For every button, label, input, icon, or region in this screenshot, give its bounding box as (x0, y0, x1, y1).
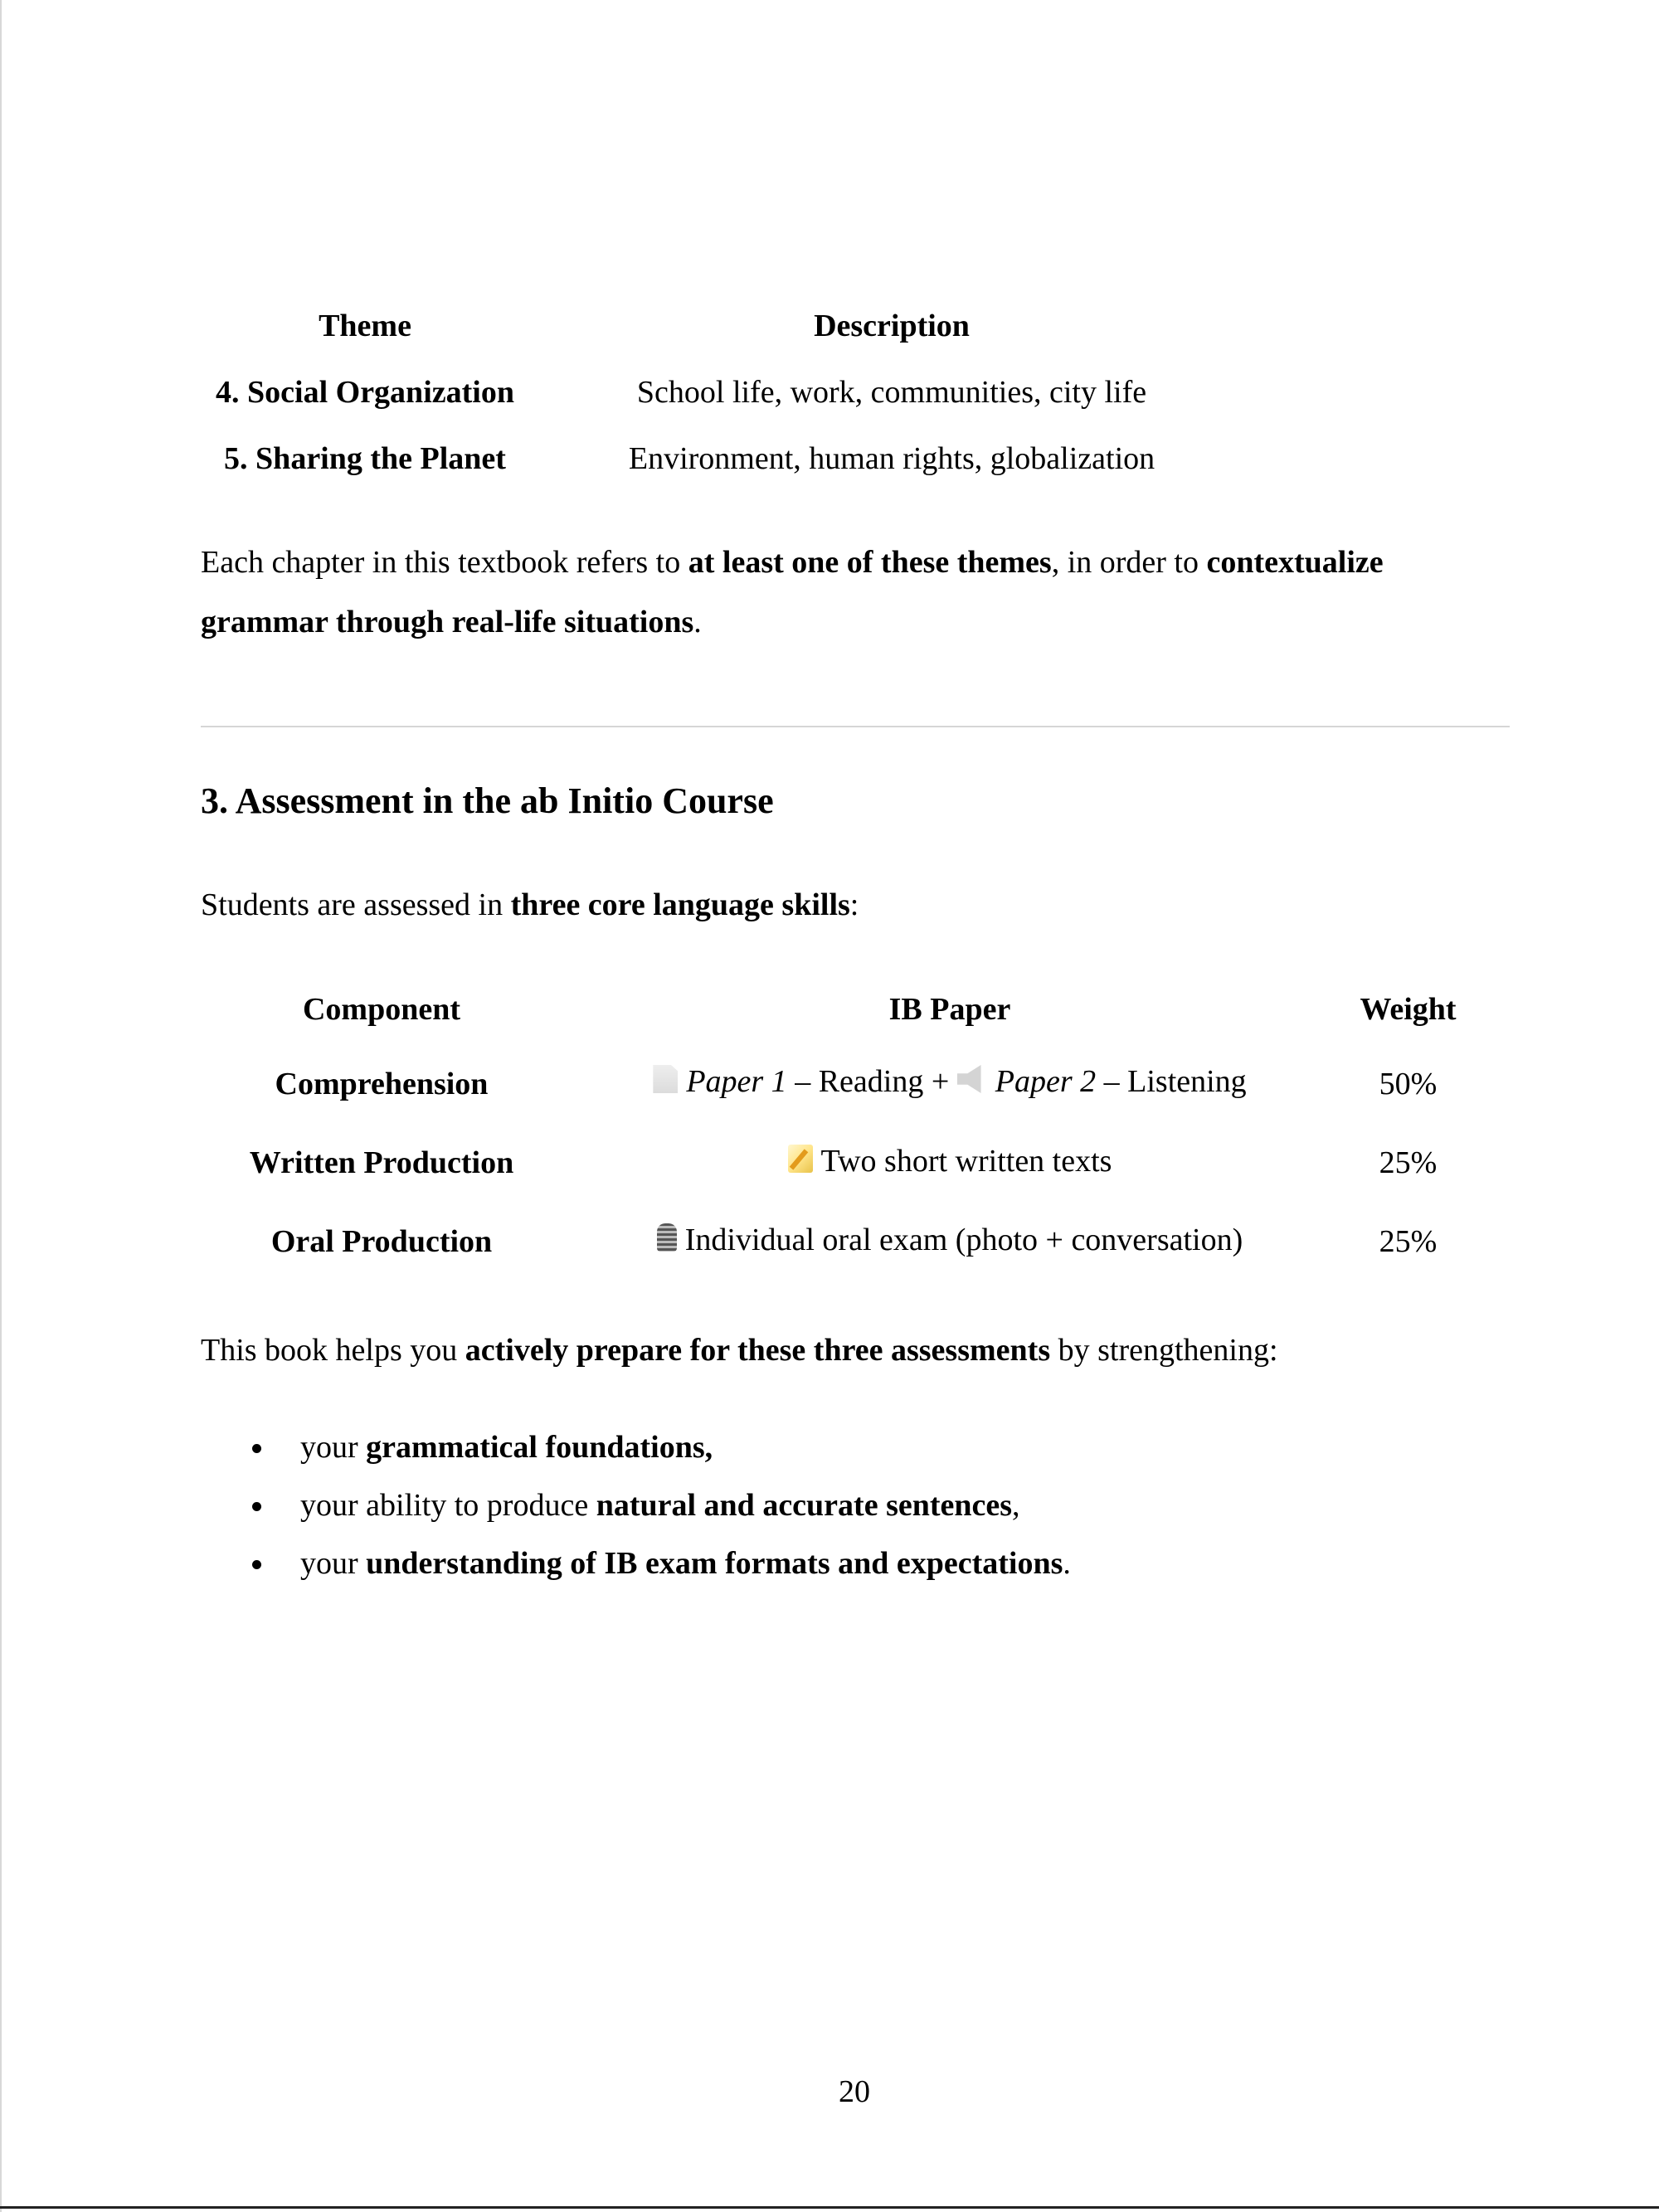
weight-cell: 25% (1379, 1145, 1438, 1180)
theme-cell: 4. Social Organization (216, 375, 514, 410)
assessment-header-component: Component (302, 992, 461, 1027)
text: . (693, 605, 702, 639)
paper-text: Two short written texts (820, 1144, 1112, 1179)
bold-text: contextualize (1206, 545, 1384, 580)
weight-cell: 25% (1379, 1224, 1438, 1259)
text: your (300, 1546, 367, 1581)
text: , in order to (1051, 545, 1207, 580)
bullet-icon (252, 1502, 261, 1511)
memo-icon (788, 1145, 813, 1173)
component-cell: Comprehension (275, 1067, 489, 1101)
bold-text: understanding of IB exam formats and expectations (366, 1546, 1063, 1581)
text: : (849, 887, 859, 922)
description-cell: Environment, human rights, globalization (628, 441, 1155, 476)
paper-cell (597, 1063, 1302, 1100)
microphone-icon (657, 1223, 677, 1252)
paper-italic: Paper 1 (686, 1064, 787, 1099)
bold-text: grammar through real-life situations (201, 605, 694, 639)
themes-header-description: Description (814, 309, 970, 343)
bullet-icon (252, 1560, 261, 1569)
text: Each chapter in this textbook refers to (201, 545, 688, 580)
bold-text: actively prepare for these three assessments (465, 1333, 1051, 1368)
page-number: 20 (839, 2074, 870, 2109)
themes-paragraph-line2 (201, 592, 702, 652)
paper-cell (597, 1143, 1302, 1179)
bold-text: three core language skills (510, 887, 850, 922)
text: This book helps you (201, 1333, 465, 1368)
list-item (300, 1545, 1071, 1582)
theme-cell: 5. Sharing the Planet (224, 441, 506, 476)
text: . (1063, 1546, 1071, 1581)
component-cell: Written Production (249, 1145, 514, 1180)
page-bottom-border (0, 2206, 1659, 2209)
bold-text: at least one of these themes (688, 545, 1052, 580)
paper-text: – Reading + (786, 1064, 957, 1099)
page-edge (0, 0, 2, 2212)
paper-text: – Listening (1096, 1064, 1247, 1099)
bold-text: grammatical foundations, (366, 1430, 713, 1465)
text: your (300, 1430, 367, 1465)
bullet-icon (252, 1444, 261, 1453)
assessment-header-paper: IB Paper (888, 992, 1011, 1027)
bold-text: natural and accurate sentences (596, 1488, 1013, 1523)
section-divider (201, 726, 1510, 727)
paper-text: Individual oral exam (photo + conversation) (684, 1223, 1243, 1257)
assessment-intro (201, 875, 859, 935)
list-item (300, 1429, 713, 1466)
speaker-icon (957, 1065, 987, 1093)
list-item (300, 1487, 1020, 1524)
text: , (1012, 1488, 1020, 1523)
themes-header-theme: Theme (319, 309, 411, 343)
paper-cell (597, 1222, 1302, 1258)
paper-italic: Paper 2 (995, 1064, 1097, 1099)
prep-paragraph (201, 1320, 1278, 1380)
themes-paragraph-line1 (201, 532, 1384, 592)
weight-cell: 50% (1379, 1067, 1438, 1101)
section-heading: 3. Assessment in the ab Initio Course (201, 780, 774, 821)
assessment-header-weight: Weight (1360, 992, 1457, 1027)
description-cell: School life, work, communities, city life (636, 375, 1147, 410)
text: your ability to produce (300, 1488, 596, 1523)
component-cell: Oral Production (270, 1224, 493, 1259)
page-icon (653, 1065, 678, 1093)
text: Students are assessed in (201, 887, 511, 922)
text: by strengthening: (1050, 1333, 1278, 1368)
